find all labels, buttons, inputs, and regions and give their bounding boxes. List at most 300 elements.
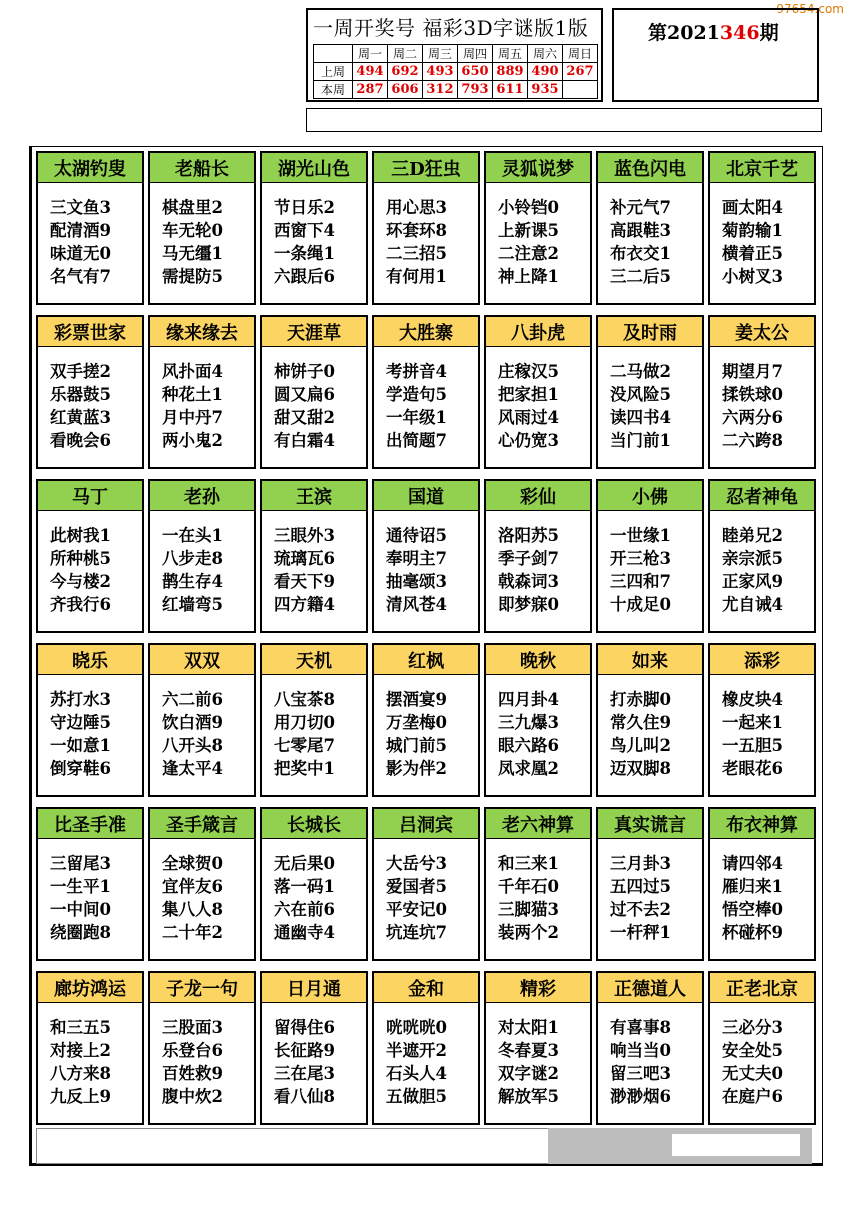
weekday-thu: 周四: [458, 45, 493, 63]
puzzle-line: 有何用1: [386, 267, 447, 286]
draw-number: 650: [458, 63, 493, 81]
puzzle-line: 十成足0: [610, 595, 671, 614]
puzzle-line: 看八仙8: [274, 1087, 335, 1106]
puzzle-line: 眼六路6: [498, 736, 559, 755]
puzzle-card: [148, 151, 256, 305]
puzzle-card-lines: [710, 839, 814, 944]
puzzle-card-lines: [38, 183, 142, 288]
puzzle-line: 凤求凰2: [498, 759, 559, 778]
puzzle-line: 影为伴2: [386, 759, 447, 778]
puzzle-card: [484, 643, 592, 797]
puzzle-card-title: 精彩: [486, 973, 590, 1003]
weekday-header-row: [314, 45, 598, 63]
puzzle-card-lines: [262, 511, 366, 616]
puzzle-line: 风扑面4: [162, 362, 223, 381]
draw-number: 692: [388, 63, 423, 81]
puzzle-line: 三股面3: [162, 1018, 223, 1037]
puzzle-line: 八方来8: [50, 1064, 111, 1083]
puzzle-card: [484, 151, 592, 305]
puzzle-line: 一条绳1: [274, 244, 335, 263]
puzzle-card-lines: [374, 1003, 478, 1108]
puzzle-line: 对接上2: [50, 1041, 111, 1060]
puzzle-card: [148, 643, 256, 797]
puzzle-card: [260, 479, 368, 633]
puzzle-card-lines: [486, 183, 590, 288]
puzzle-line: 开三枪3: [610, 549, 671, 568]
puzzle-line: 六跟后6: [274, 267, 335, 286]
puzzle-card-lines: [38, 839, 142, 944]
puzzle-line: 名气有7: [50, 267, 111, 286]
puzzle-card-title: 布衣神算: [710, 809, 814, 839]
puzzle-card-title: 真实谎言: [598, 809, 702, 839]
puzzle-card-title: 国道: [374, 481, 478, 511]
puzzle-card: [148, 807, 256, 961]
puzzle-line: 神上降1: [498, 267, 559, 286]
puzzle-line: 迈双脚8: [610, 759, 671, 778]
puzzle-line: 留三吧3: [610, 1064, 671, 1083]
puzzle-line: 饮白酒9: [162, 713, 223, 732]
puzzle-card-title: 日月通: [262, 973, 366, 1003]
puzzle-line: 此树我1: [50, 526, 111, 545]
puzzle-line: 摆酒宴9: [386, 690, 447, 709]
puzzle-line: 和三来1: [498, 854, 559, 873]
puzzle-line: 看天下9: [274, 572, 335, 591]
puzzle-card-lines: [262, 347, 366, 452]
puzzle-line: 睦弟兄2: [722, 526, 783, 545]
puzzle-card-title: 比圣手准: [38, 809, 142, 839]
puzzle-line: 过不去2: [610, 900, 671, 919]
puzzle-line: 六二前6: [162, 690, 223, 709]
puzzle-line: 一世缘1: [610, 526, 671, 545]
puzzle-line: 把奖中1: [274, 759, 335, 778]
puzzle-card-title: 圣手箴言: [150, 809, 254, 839]
puzzle-line: 倒穿鞋6: [50, 759, 111, 778]
puzzle-line: 渺渺烟6: [610, 1087, 671, 1106]
puzzle-card-title: 天涯草: [262, 317, 366, 347]
puzzle-line: 红黄蓝3: [50, 408, 111, 427]
puzzle-line: 期望月7: [722, 362, 783, 381]
puzzle-card-lines: [710, 675, 814, 780]
puzzle-line: 三眼外3: [274, 526, 335, 545]
puzzle-line: 有白霜4: [274, 431, 335, 450]
puzzle-card-title: 大胜寨: [374, 317, 478, 347]
puzzle-line: 用刀切0: [274, 713, 335, 732]
puzzle-line: 心仍宽3: [498, 431, 559, 450]
puzzle-line: 鸟儿叫2: [610, 736, 671, 755]
puzzle-line: 四方籍4: [274, 595, 335, 614]
puzzle-line: 落一码1: [274, 877, 335, 896]
puzzle-line: 齐我行6: [50, 595, 111, 614]
draw-number: 889: [493, 63, 528, 81]
puzzle-card-title: 彩票世家: [38, 317, 142, 347]
puzzle-line: 二马做2: [610, 362, 671, 381]
issue-prefix: 第2021: [648, 22, 720, 44]
puzzle-line: 九反上9: [50, 1087, 111, 1106]
puzzle-card-lines: [150, 511, 254, 616]
draw-results-title: 一周开奖号 福彩3D字谜版1版: [313, 16, 589, 40]
draw-number: 494: [353, 63, 388, 81]
puzzle-line: 看晚会6: [50, 431, 111, 450]
site-watermark: 97654.com: [776, 2, 844, 16]
puzzle-line: 补元气7: [610, 198, 671, 217]
puzzle-line: 甜又甜2: [274, 408, 335, 427]
puzzle-line: 一在头1: [162, 526, 223, 545]
puzzle-card-lines: [598, 839, 702, 944]
puzzle-card-lines: [710, 347, 814, 452]
puzzle-card-lines: [38, 511, 142, 616]
puzzle-card-lines: [486, 347, 590, 452]
puzzle-card: [372, 151, 480, 305]
puzzle-card-title: 太湖钓叟: [38, 153, 142, 183]
puzzle-card-lines: [374, 839, 478, 944]
puzzle-card: [372, 315, 480, 469]
puzzle-line: 种花土1: [162, 385, 223, 404]
draw-number: 493: [423, 63, 458, 81]
puzzle-line: 安全处5: [722, 1041, 783, 1060]
puzzle-line: 守边陲5: [50, 713, 111, 732]
puzzle-card: [260, 807, 368, 961]
puzzle-line: 四月卦4: [498, 690, 559, 709]
puzzle-card-title: 长城长: [262, 809, 366, 839]
puzzle-line: 在庭户6: [722, 1087, 783, 1106]
puzzle-line: 读四书4: [610, 408, 671, 427]
puzzle-line: 一中间0: [50, 900, 111, 919]
puzzle-line: 宜伴友6: [162, 877, 223, 896]
puzzle-line: 冬春夏3: [498, 1041, 559, 1060]
puzzle-line: 车无轮0: [162, 221, 223, 240]
puzzle-line: 用心思3: [386, 198, 447, 217]
puzzle-card-lines: [150, 347, 254, 452]
puzzle-card-lines: [38, 675, 142, 780]
puzzle-card: [596, 479, 704, 633]
puzzle-line: 橡皮块4: [722, 690, 783, 709]
puzzle-card: [484, 479, 592, 633]
draw-number: 935: [528, 81, 563, 99]
weekday-wed: 周三: [423, 45, 458, 63]
draw-number: 490: [528, 63, 563, 81]
puzzle-line: 腹中炊2: [162, 1087, 223, 1106]
this-week-row: [314, 81, 598, 99]
puzzle-line: 六两分6: [722, 408, 783, 427]
puzzle-card: [36, 151, 144, 305]
puzzle-card-lines: [262, 839, 366, 944]
footer-white-box: [672, 1134, 800, 1156]
puzzle-line: 正家风9: [722, 572, 783, 591]
puzzle-line: 大岳兮3: [386, 854, 447, 873]
puzzle-card-title: 蓝色闪电: [598, 153, 702, 183]
puzzle-card-title: 灵狐说梦: [486, 153, 590, 183]
puzzle-line: 月中丹7: [162, 408, 223, 427]
puzzle-card-title: 红枫: [374, 645, 478, 675]
puzzle-line: 三二后5: [610, 267, 671, 286]
puzzle-line: 马无缰1: [162, 244, 223, 263]
puzzle-line: 三月卦3: [610, 854, 671, 873]
header-divider-strip: [306, 108, 822, 132]
puzzle-line: 逢太平4: [162, 759, 223, 778]
puzzle-card-title: 添彩: [710, 645, 814, 675]
puzzle-card-title: 天机: [262, 645, 366, 675]
puzzle-card: [596, 315, 704, 469]
puzzle-line: 有喜事8: [610, 1018, 671, 1037]
puzzle-line: 常久住9: [610, 713, 671, 732]
puzzle-line: 老眼花6: [722, 759, 783, 778]
puzzle-line: 配清酒9: [50, 221, 111, 240]
puzzle-line: 七零尾7: [274, 736, 335, 755]
puzzle-card-title: 吕洞宾: [374, 809, 478, 839]
puzzle-card-lines: [374, 347, 478, 452]
puzzle-card-lines: [486, 839, 590, 944]
puzzle-card-lines: [262, 183, 366, 288]
puzzle-line: 两小鬼2: [162, 431, 223, 450]
puzzle-line: 双字谜2: [498, 1064, 559, 1083]
puzzle-line: 布衣交1: [610, 244, 671, 263]
draw-number: 287: [353, 81, 388, 99]
puzzle-card-title: 姜太公: [710, 317, 814, 347]
puzzle-card-lines: [374, 675, 478, 780]
puzzle-card-lines: [710, 511, 814, 616]
puzzle-card-lines: [38, 347, 142, 452]
puzzle-card: [36, 315, 144, 469]
puzzle-line: 上新课5: [498, 221, 559, 240]
puzzle-card-title: 湖光山色: [262, 153, 366, 183]
puzzle-line: 味道无0: [50, 244, 111, 263]
puzzle-card-lines: [486, 1003, 590, 1108]
draw-number: 606: [388, 81, 423, 99]
puzzle-line: 红墙弯5: [162, 595, 223, 614]
puzzle-line: 一五胆5: [722, 736, 783, 755]
puzzle-line: 半遮开2: [386, 1041, 447, 1060]
puzzle-line: 三必分3: [722, 1018, 783, 1037]
corner-cell: [314, 45, 353, 63]
puzzle-card-lines: [150, 183, 254, 288]
puzzle-line: 万垄梅0: [386, 713, 447, 732]
puzzle-line: 亲宗派5: [722, 549, 783, 568]
puzzle-card: [372, 643, 480, 797]
puzzle-card: [372, 479, 480, 633]
puzzle-line: 柿饼子0: [274, 362, 335, 381]
puzzle-line: 圆又扁6: [274, 385, 335, 404]
puzzle-card-title: 八卦虎: [486, 317, 590, 347]
puzzle-line: 二注意2: [498, 244, 559, 263]
puzzle-line: 留得住6: [274, 1018, 335, 1037]
puzzle-line: 双手搓2: [50, 362, 111, 381]
puzzle-line: 二六跨8: [722, 431, 783, 450]
weekday-tue: 周二: [388, 45, 423, 63]
puzzle-line: 小树叉3: [722, 267, 783, 286]
puzzle-line: 五四过5: [610, 877, 671, 896]
puzzle-line: 城门前5: [386, 736, 447, 755]
puzzle-card: [260, 151, 368, 305]
puzzle-line: 坑连坑7: [386, 923, 447, 942]
puzzle-card-title: 晓乐: [38, 645, 142, 675]
puzzle-line: 考拼音4: [386, 362, 447, 381]
puzzle-card-lines: [262, 675, 366, 780]
puzzle-card-lines: [262, 1003, 366, 1108]
draw-number: 793: [458, 81, 493, 99]
puzzle-card-lines: [598, 675, 702, 780]
puzzle-line: 咣咣咣0: [386, 1018, 447, 1037]
puzzle-card: [148, 479, 256, 633]
draw-results-table: [313, 44, 598, 99]
puzzle-card: [708, 643, 816, 797]
puzzle-card: [260, 971, 368, 1125]
puzzle-card-title: 子龙一句: [150, 973, 254, 1003]
puzzle-card-lines: [150, 1003, 254, 1108]
issue-id: 346: [719, 22, 760, 44]
puzzle-line: 戟森词3: [498, 572, 559, 591]
puzzle-card: [148, 971, 256, 1125]
puzzle-line: 洛阳苏5: [498, 526, 559, 545]
puzzle-line: 琉璃瓦6: [274, 549, 335, 568]
puzzle-card-lines: [486, 511, 590, 616]
issue-number: [648, 18, 779, 45]
puzzle-card-lines: [710, 183, 814, 288]
puzzle-line: 八开头8: [162, 736, 223, 755]
puzzle-line: 需提防5: [162, 267, 223, 286]
puzzle-card: [596, 151, 704, 305]
puzzle-card: [596, 971, 704, 1125]
puzzle-card-title: 小佛: [598, 481, 702, 511]
puzzle-card: [36, 479, 144, 633]
last-week-row: [314, 63, 598, 81]
puzzle-line: 揉铁球0: [722, 385, 783, 404]
puzzle-line: 西窗下4: [274, 221, 335, 240]
puzzle-line: 当门前1: [610, 431, 671, 450]
puzzle-card: [708, 315, 816, 469]
puzzle-line: 乐登台6: [162, 1041, 223, 1060]
puzzle-line: 即梦寐0: [498, 595, 559, 614]
puzzle-card-lines: [598, 183, 702, 288]
puzzle-line: 绕圈跑8: [50, 923, 111, 942]
puzzle-line: 通幽寺4: [274, 923, 335, 942]
puzzle-line: 三留尾3: [50, 854, 111, 873]
puzzle-line: 解放军5: [498, 1087, 559, 1106]
puzzle-line: 三九爆3: [498, 713, 559, 732]
puzzle-card-title: 双双: [150, 645, 254, 675]
puzzle-card: [596, 807, 704, 961]
puzzle-card: [484, 315, 592, 469]
puzzle-card-title: 正老北京: [710, 973, 814, 1003]
puzzle-card-title: 忍者神龟: [710, 481, 814, 511]
puzzle-line: 千年石0: [498, 877, 559, 896]
puzzle-line: 八步走8: [162, 549, 223, 568]
puzzle-line: 无丈夫0: [722, 1064, 783, 1083]
puzzle-line: 装两个2: [498, 923, 559, 942]
puzzle-card-title: 老六神算: [486, 809, 590, 839]
puzzle-line: 今与楼2: [50, 572, 111, 591]
puzzle-line: 石头人4: [386, 1064, 447, 1083]
puzzle-line: 八宝茶8: [274, 690, 335, 709]
puzzle-line: 一年级1: [386, 408, 447, 427]
puzzle-card: [708, 807, 816, 961]
puzzle-line: 一杆秤1: [610, 923, 671, 942]
row-label: 本周: [314, 81, 353, 99]
puzzle-card-title: 晚秋: [486, 645, 590, 675]
puzzle-line: 棋盘里2: [162, 198, 223, 217]
puzzle-line: 对太阳1: [498, 1018, 559, 1037]
puzzle-line: 请四邻4: [722, 854, 783, 873]
puzzle-card: [372, 971, 480, 1125]
puzzle-card-title: 老船长: [150, 153, 254, 183]
puzzle-line: 百姓救9: [162, 1064, 223, 1083]
puzzle-line: 全球贺0: [162, 854, 223, 873]
puzzle-card-lines: [150, 675, 254, 780]
puzzle-line: 杯碰杯9: [722, 923, 783, 942]
puzzle-line: 横着正5: [722, 244, 783, 263]
puzzle-line: 清风苍4: [386, 595, 447, 614]
puzzle-card-lines: [598, 347, 702, 452]
puzzle-line: 没风险5: [610, 385, 671, 404]
puzzle-line: 乐器鼓5: [50, 385, 111, 404]
puzzle-line: 小铃铛0: [498, 198, 559, 217]
puzzle-line: 三文鱼3: [50, 198, 111, 217]
puzzle-card-title: 北京千艺: [710, 153, 814, 183]
puzzle-card: [36, 643, 144, 797]
puzzle-card-title: 金和: [374, 973, 478, 1003]
puzzle-line: 出简题7: [386, 431, 447, 450]
puzzle-card-title: 老孙: [150, 481, 254, 511]
puzzle-card: [260, 315, 368, 469]
issue-suffix: 期: [759, 22, 779, 44]
puzzle-line: 集八人8: [162, 900, 223, 919]
puzzle-line: 平安记0: [386, 900, 447, 919]
puzzle-card-title: 及时雨: [598, 317, 702, 347]
puzzle-card-title: 廊坊鸿运: [38, 973, 142, 1003]
draw-number: 267: [563, 63, 598, 81]
puzzle-line: 一生平1: [50, 877, 111, 896]
puzzle-card: [36, 807, 144, 961]
puzzle-line: 五做胆5: [386, 1087, 447, 1106]
puzzle-card-lines: [38, 1003, 142, 1108]
puzzle-line: 六在前6: [274, 900, 335, 919]
puzzle-line: 庄稼汉5: [498, 362, 559, 381]
draw-number: 312: [423, 81, 458, 99]
puzzle-line: 一起来1: [722, 713, 783, 732]
puzzle-line: 风雨过4: [498, 408, 559, 427]
puzzle-card-title: 彩仙: [486, 481, 590, 511]
puzzle-line: 长征路9: [274, 1041, 335, 1060]
puzzle-card: [260, 643, 368, 797]
puzzle-line: 三四和7: [610, 572, 671, 591]
draw-number: 611: [493, 81, 528, 99]
puzzle-card: [708, 151, 816, 305]
puzzle-line: 打赤脚0: [610, 690, 671, 709]
puzzle-card-title: 缘来缘去: [150, 317, 254, 347]
puzzle-card-title: 三D狂虫: [374, 153, 478, 183]
puzzle-card-lines: [598, 511, 702, 616]
puzzle-line: 三脚猫3: [498, 900, 559, 919]
puzzle-line: 所种桃5: [50, 549, 111, 568]
puzzle-card-lines: [374, 511, 478, 616]
puzzle-card-title: 马丁: [38, 481, 142, 511]
puzzle-line: 二十年2: [162, 923, 223, 942]
weekday-mon: 周一: [353, 45, 388, 63]
puzzle-line: 把家担1: [498, 385, 559, 404]
puzzle-card: [596, 643, 704, 797]
puzzle-card-lines: [598, 1003, 702, 1108]
puzzle-line: 奉明主7: [386, 549, 447, 568]
puzzle-line: 一如意1: [50, 736, 111, 755]
puzzle-card-title: 王滨: [262, 481, 366, 511]
puzzle-card: [372, 807, 480, 961]
puzzle-card: [484, 807, 592, 961]
puzzle-card: [708, 479, 816, 633]
puzzle-line: 环套环8: [386, 221, 447, 240]
puzzle-card-grid: [36, 151, 816, 1125]
puzzle-line: 抽毫颂3: [386, 572, 447, 591]
weekday-sun: 周日: [563, 45, 598, 63]
puzzle-line: 爱国者5: [386, 877, 447, 896]
